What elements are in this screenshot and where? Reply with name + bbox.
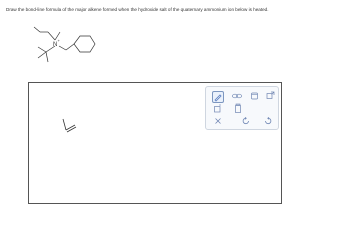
tool-palette [205, 86, 279, 130]
redo-icon[interactable] [264, 117, 272, 125]
ammonium-structure [22, 22, 112, 74]
drawn-alkene [61, 117, 81, 135]
charge-label: + [57, 38, 60, 43]
trash-icon[interactable] [234, 103, 242, 113]
link-icon[interactable] [232, 92, 242, 100]
square-icon[interactable] [213, 104, 222, 113]
ring-icon[interactable] [250, 91, 259, 100]
undo-icon[interactable] [242, 117, 250, 125]
pencil-icon[interactable] [212, 91, 224, 103]
close-icon[interactable] [214, 117, 222, 125]
expand-icon[interactable] [266, 91, 275, 100]
nitrogen-label: N [53, 42, 58, 48]
question-text: Draw the bond-line formula of the major alkene formed when the hydroxide salt of the quaternary ammonium ion below is heated. [6, 7, 269, 12]
